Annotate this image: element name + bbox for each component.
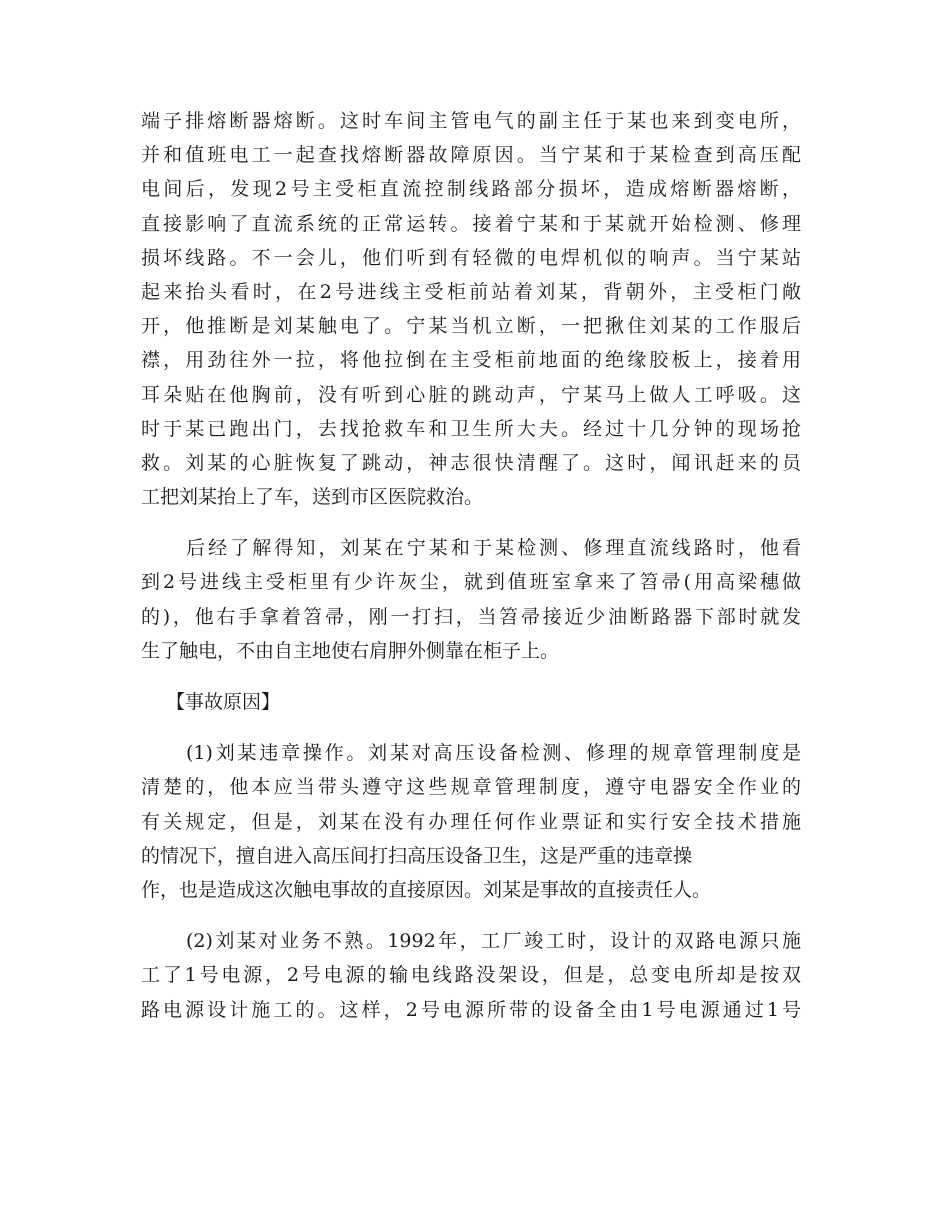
text-line: 工了1号电源，2号电源的输电线路没架设，但是，总变电所却是按双 <box>141 964 801 987</box>
text-line: 耳朵贴在他胸前，没有听到心脏的跳动声，宁某马上做人工呼吸。这 <box>141 383 801 406</box>
paragraph-cause-1 <box>141 736 801 907</box>
text-line: 工把刘某抬上了车，送到市区医院救治。 <box>141 486 484 509</box>
text-line: 清楚的，他本应当带头遵守这些规章管理制度，遵守电器安全作业的 <box>141 776 801 799</box>
text-line: 路电源设计施工的。这样，2号电源所带的设备全由1号电源通过1号 <box>141 998 801 1021</box>
text-line: 襟，用劲往外一拉，将他拉倒在主受柜前地面的绝缘胶板上，接着用 <box>141 349 801 372</box>
text-line: (1)刘某违章操作。刘某对高压设备检测、修理的规章管理制度是 <box>186 742 801 765</box>
text-line: 有关规定，但是，刘某在没有办理任何作业票证和实行安全技术措施 <box>141 810 801 833</box>
paragraph-incident-narrative <box>141 104 801 514</box>
text-line: 端子排熔断器熔断。这时车间主管电气的副主任于某也来到变电所， <box>141 110 801 132</box>
text-line: 生了触电，不由自主地使右肩胛外侧靠在柜子上。 <box>141 639 560 662</box>
text-line: 起来抬头看时，在2号进线主受柜前站着刘某，背朝外，主受柜门敞 <box>141 280 801 303</box>
text-line: 并和值班电工一起查找熔断器故障原因。当宁某和于某检查到高压配 <box>141 144 801 167</box>
text-line: 作，也是造成这次触电事故的直接原因。刘某是事故的直接责任人。 <box>141 878 712 901</box>
section-heading: 【事故原因】 <box>166 691 281 713</box>
text-line: 到2号进线主受柜里有少许灰尘，就到值班室拿来了笤帚(用高梁穗做 <box>141 571 801 594</box>
text-line: 救。刘某的心脏恢复了跳动，神志很快清醒了。这时，闻讯赶来的员 <box>141 451 801 474</box>
document-page <box>141 104 801 1044</box>
text-line: 开，他推断是刘某触电了。宁某当机立断，一把揪住刘某的工作服后 <box>141 315 801 338</box>
text-line: (2)刘某对业务不熟。1992年，工厂竣工时，设计的双路电源只施 <box>186 930 801 953</box>
text-line: 的情况下，擅自进入高压间打扫高压设备卫生，这是严重的违章操 <box>141 844 693 867</box>
paragraph-investigation <box>141 531 801 668</box>
text-line: 电间后，发现2号主受柜直流控制线路部分损坏，造成熔断器熔断， <box>141 178 801 201</box>
text-line: 的)，他右手拿着笤帚，刚一打扫，当笤帚接近少油断路器下部时就发 <box>141 605 801 628</box>
paragraph-cause-2 <box>141 924 801 1027</box>
text-line: 直接影响了直流系统的正常运转。接着宁某和于某就开始检测、修理 <box>141 212 801 235</box>
text-line: 后经了解得知，刘某在宁某和于某检测、修理直流线路时，他看 <box>186 537 801 560</box>
text-line: 损坏线路。不一会儿，他们听到有轻微的电焊机似的响声。当宁某站 <box>141 246 801 269</box>
text-line: 时于某已跑出门，去找抢救车和卫生所大夫。经过十几分钟的现场抢 <box>141 417 801 440</box>
